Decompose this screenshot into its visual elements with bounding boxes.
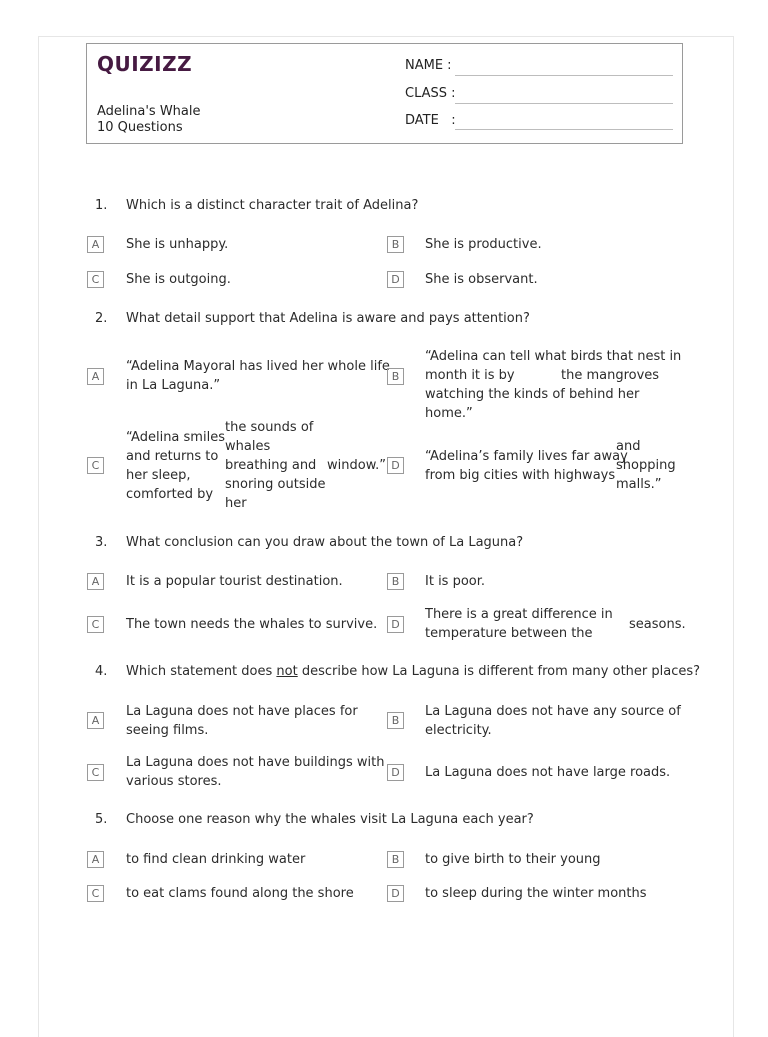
option-text: She is observant. bbox=[425, 272, 538, 287]
date-line[interactable] bbox=[455, 129, 673, 130]
option-line: snoring outside bbox=[225, 477, 326, 492]
option-line: temperature between the bbox=[425, 626, 593, 641]
option-text: to sleep during the winter months bbox=[425, 886, 647, 901]
question-number: 4. bbox=[95, 664, 108, 679]
worksheet-title bbox=[97, 104, 201, 136]
option-line: whales bbox=[225, 439, 271, 454]
option-box-a[interactable]: A bbox=[87, 368, 104, 385]
option-text-col1 bbox=[425, 447, 628, 485]
option-line: watching the kinds of behind her home.” bbox=[425, 387, 640, 421]
option-text: to give birth to their young bbox=[425, 852, 601, 867]
option-text: It is poor. bbox=[425, 574, 486, 589]
option-box-b[interactable]: B bbox=[387, 712, 404, 729]
option-line: her bbox=[225, 496, 247, 511]
option-text bbox=[425, 702, 681, 740]
option-line: the sounds of bbox=[225, 420, 314, 435]
option-line: “Adelina smiles bbox=[126, 430, 225, 445]
class-line[interactable] bbox=[455, 103, 673, 104]
option-box-c[interactable]: C bbox=[87, 885, 104, 902]
option-line: and bbox=[616, 439, 641, 454]
option-line: in La Laguna.” bbox=[126, 378, 221, 393]
option-line: and returns to bbox=[126, 449, 219, 464]
option-text-extra: seasons. bbox=[629, 617, 686, 632]
worksheet-title-text: Adelina's Whale bbox=[97, 104, 201, 119]
option-box-d[interactable]: D bbox=[387, 616, 404, 633]
option-text: It is a popular tourist destination. bbox=[126, 574, 343, 589]
option-box-c[interactable]: C bbox=[87, 764, 104, 781]
option-line: from big cities with highways bbox=[425, 468, 616, 483]
option-text bbox=[126, 702, 358, 740]
question-number: 3. bbox=[95, 535, 108, 550]
option-text bbox=[425, 605, 613, 643]
option-box-b[interactable]: B bbox=[387, 573, 404, 590]
question-text: Which is a distinct character trait of Adelina? bbox=[126, 198, 419, 213]
name-line[interactable] bbox=[455, 75, 673, 76]
worksheet-header bbox=[86, 43, 683, 144]
question-text-underlined: not bbox=[276, 664, 298, 679]
question-text: What detail support that Adelina is aware and pays attention? bbox=[126, 311, 530, 326]
question-count: 10 Questions bbox=[97, 120, 183, 135]
option-box-c[interactable]: C bbox=[87, 271, 104, 288]
option-line: various stores. bbox=[126, 774, 222, 789]
option-fragment: month it is by bbox=[425, 368, 515, 383]
option-fragment: the mangroves bbox=[561, 368, 660, 383]
option-line: “Adelina can tell what birds that nest in bbox=[425, 349, 682, 364]
option-line: There is a great difference in bbox=[425, 607, 613, 622]
option-box-c[interactable]: C bbox=[87, 457, 104, 474]
option-line: La Laguna does not have buildings with bbox=[126, 755, 385, 770]
option-text: The town needs the whales to survive. bbox=[126, 617, 378, 632]
option-text-col2 bbox=[225, 418, 325, 513]
option-text: La Laguna does not have large roads. bbox=[425, 765, 671, 780]
option-line: malls.” bbox=[616, 477, 662, 492]
class-field-label: CLASS : bbox=[405, 86, 456, 101]
option-text bbox=[425, 347, 685, 423]
option-text bbox=[126, 357, 390, 395]
option-box-d[interactable]: D bbox=[387, 457, 404, 474]
question-text: What conclusion can you draw about the town of La Laguna? bbox=[126, 535, 524, 550]
name-field-label: NAME : bbox=[405, 58, 452, 73]
quizizz-logo: QUIZIZZ bbox=[97, 52, 193, 76]
question-number: 2. bbox=[95, 311, 108, 326]
option-box-a[interactable]: A bbox=[87, 712, 104, 729]
option-box-b[interactable]: B bbox=[387, 368, 404, 385]
option-line bbox=[425, 366, 685, 385]
option-text: to find clean drinking water bbox=[126, 852, 306, 867]
option-box-c[interactable]: C bbox=[87, 616, 104, 633]
question-text-part: describe how La Laguna is different from many other places? bbox=[297, 664, 701, 679]
option-line: La Laguna does not have any source of bbox=[425, 704, 681, 719]
option-box-a[interactable]: A bbox=[87, 851, 104, 868]
question-number: 1. bbox=[95, 198, 108, 213]
option-line: breathing and bbox=[225, 458, 317, 473]
option-text bbox=[126, 753, 385, 791]
option-text-col3: window.” bbox=[327, 458, 386, 473]
option-line: her sleep, bbox=[126, 468, 191, 483]
option-line: shopping bbox=[616, 458, 676, 473]
option-line: comforted by bbox=[126, 487, 214, 502]
option-line: “Adelina’s family lives far away bbox=[425, 449, 628, 464]
option-text-col2 bbox=[616, 437, 676, 494]
option-line: “Adelina Mayoral has lived her whole life bbox=[126, 359, 390, 374]
question-number: 5. bbox=[95, 812, 108, 827]
option-box-a[interactable]: A bbox=[87, 236, 104, 253]
question-text-part: Which statement does bbox=[126, 664, 277, 679]
option-text-col1 bbox=[126, 428, 225, 504]
option-text: to eat clams found along the shore bbox=[126, 886, 354, 901]
option-box-b[interactable]: B bbox=[387, 236, 404, 253]
option-text: She is outgoing. bbox=[126, 272, 231, 287]
option-box-d[interactable]: D bbox=[387, 764, 404, 781]
option-box-d[interactable]: D bbox=[387, 271, 404, 288]
option-box-a[interactable]: A bbox=[87, 573, 104, 590]
option-box-b[interactable]: B bbox=[387, 851, 404, 868]
option-line: seeing films. bbox=[126, 723, 209, 738]
option-line: La Laguna does not have places for bbox=[126, 704, 358, 719]
option-line: electricity. bbox=[425, 723, 492, 738]
date-field-label: DATE : bbox=[405, 113, 456, 128]
question-text: Choose one reason why the whales visit La Laguna each year? bbox=[126, 812, 534, 827]
option-text: She is unhappy. bbox=[126, 237, 229, 252]
question-text bbox=[126, 664, 700, 679]
option-box-d[interactable]: D bbox=[387, 885, 404, 902]
option-text: She is productive. bbox=[425, 237, 542, 252]
